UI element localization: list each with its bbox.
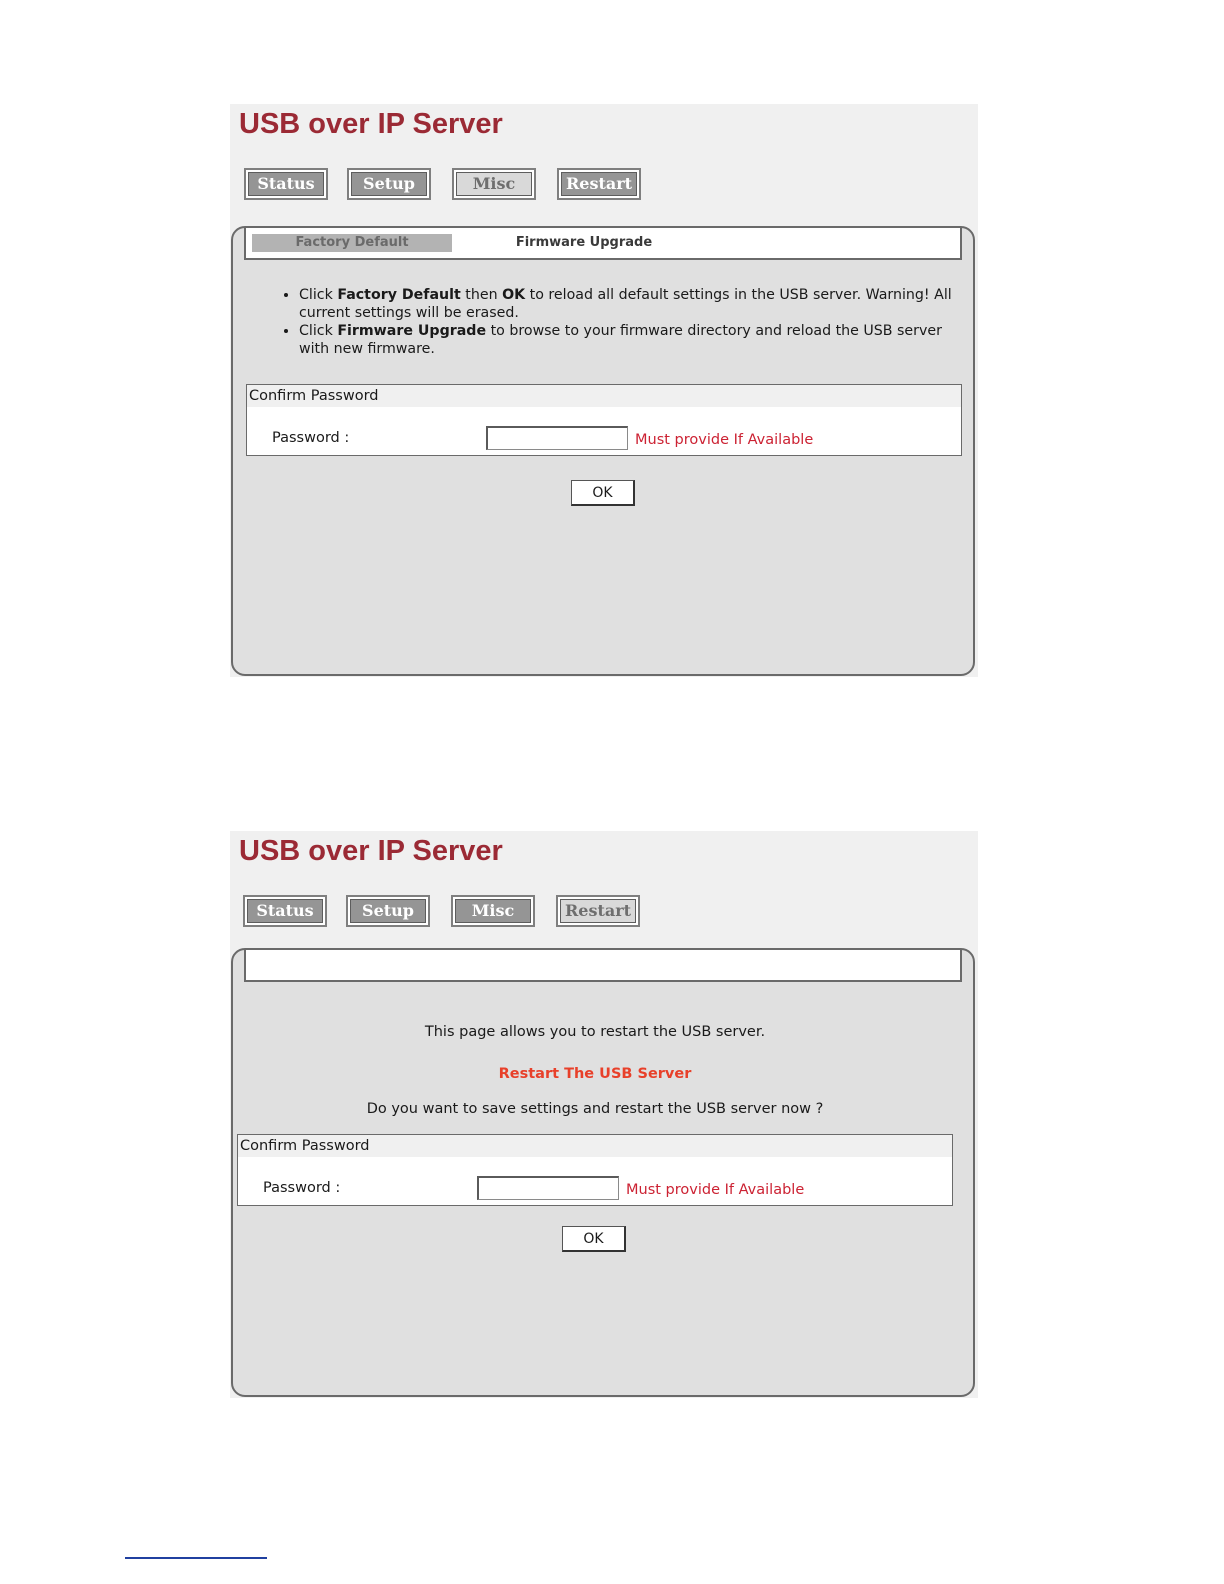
ok-button[interactable]: OK xyxy=(571,480,635,506)
instruction-emphasis: Factory Default xyxy=(337,287,461,303)
nav-setup-button[interactable] xyxy=(347,168,431,200)
nav-label: Misc xyxy=(456,172,532,196)
list-item xyxy=(299,322,957,358)
nav-setup-button[interactable] xyxy=(346,895,430,927)
confirm-password-section xyxy=(246,384,962,456)
password-label: Password : xyxy=(272,430,350,446)
tab-factory-default[interactable]: Factory Default xyxy=(252,234,452,252)
restart-description: This page allows you to restart the USB server. xyxy=(424,1024,766,1040)
confirm-password-section xyxy=(237,1134,953,1206)
instruction-text: Click xyxy=(299,323,338,339)
content-box xyxy=(231,948,975,1397)
nav-label: Misc xyxy=(455,899,531,923)
nav-misc-button[interactable] xyxy=(452,168,536,200)
instructions-list xyxy=(277,286,957,358)
nav-label: Restart xyxy=(561,172,637,196)
password-hint: Must provide If Available xyxy=(635,432,814,448)
nav-label: Setup xyxy=(350,899,426,923)
app-title: USB over IP Server xyxy=(239,108,503,140)
nav-status-button[interactable] xyxy=(243,895,327,927)
nav-label: Status xyxy=(248,172,324,196)
ok-button[interactable]: OK xyxy=(562,1226,626,1252)
nav-restart-button[interactable] xyxy=(556,895,640,927)
password-input[interactable] xyxy=(486,426,628,450)
restart-question: Do you want to save settings and restart the USB server now ? xyxy=(366,1101,824,1117)
instruction-text: to reload all default settings in the USB server. Warning! All current settings will be erased. xyxy=(299,287,952,321)
password-hint: Must provide If Available xyxy=(626,1182,805,1198)
password-label: Password : xyxy=(263,1180,341,1196)
footnote-separator xyxy=(125,1557,267,1559)
app-title: USB over IP Server xyxy=(239,835,503,867)
nav-restart-button[interactable] xyxy=(557,168,641,200)
list-item xyxy=(299,286,957,322)
tab-firmware-upgrade[interactable]: Firmware Upgrade xyxy=(515,235,653,250)
password-input[interactable] xyxy=(477,1176,619,1200)
nav-label: Status xyxy=(247,899,323,923)
instruction-text: Click xyxy=(299,287,338,303)
instruction-emphasis: OK xyxy=(502,287,526,303)
restart-screen xyxy=(230,831,978,1398)
nav-label: Setup xyxy=(351,172,427,196)
misc-screen xyxy=(230,104,978,677)
instruction-emphasis: Firmware Upgrade xyxy=(337,323,487,339)
instruction-text: to browse to your firmware directory and reload the USB server with new firmware. xyxy=(299,323,942,357)
confirm-password-heading: Confirm Password xyxy=(247,385,961,407)
instruction-text: then xyxy=(460,287,503,303)
confirm-password-heading: Confirm Password xyxy=(238,1135,952,1157)
content-box xyxy=(231,226,975,676)
subtab-bar xyxy=(244,228,962,260)
nav-misc-button[interactable] xyxy=(451,895,535,927)
nav-status-button[interactable] xyxy=(244,168,328,200)
subtab-bar xyxy=(244,950,962,982)
restart-heading: Restart The USB Server xyxy=(498,1066,692,1082)
nav-label: Restart xyxy=(560,899,636,923)
